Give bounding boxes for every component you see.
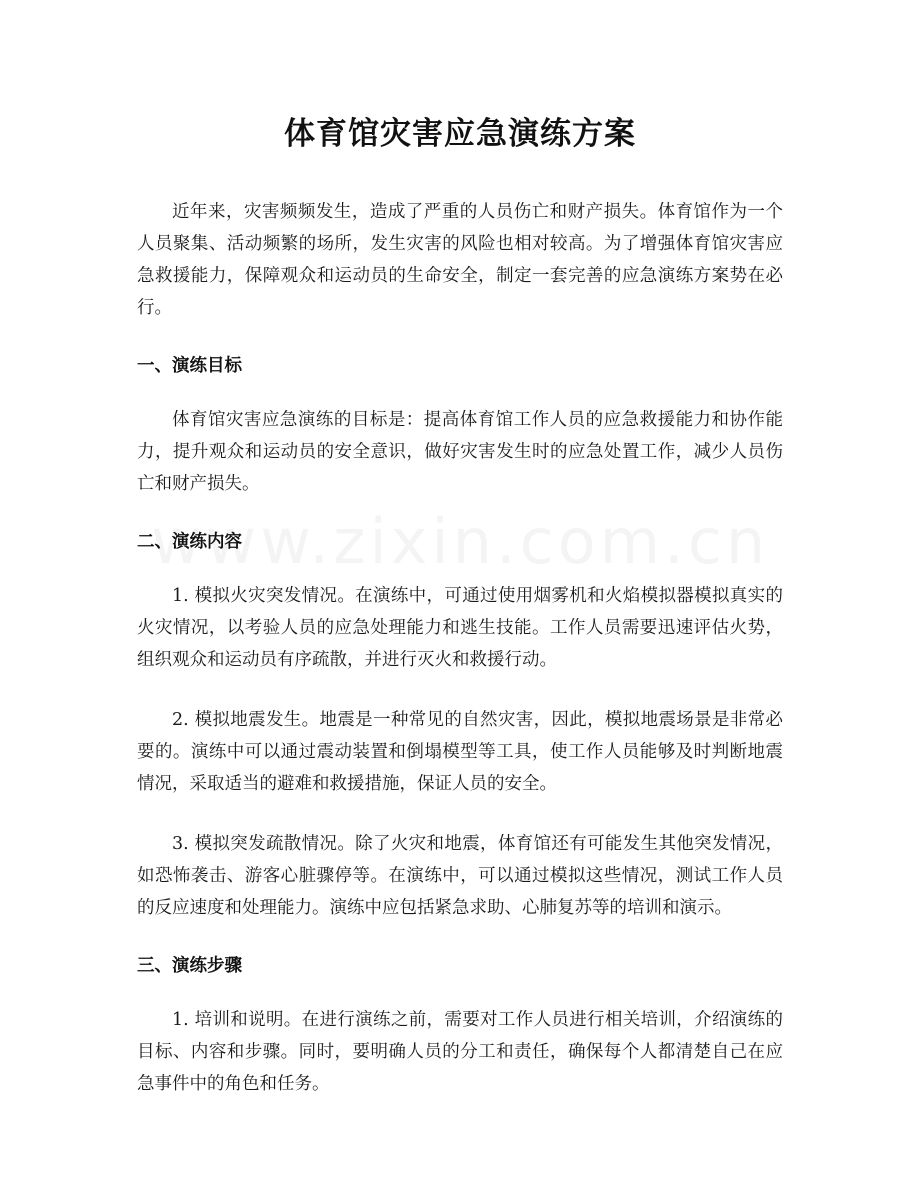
- content-item-fire: 1. 模拟火灾突发情况。在演练中，可通过使用烟雾机和火焰模拟器模拟真实的火灾情况，以考验人员的应急处理能力和逃生技能。工作人员需要迅速评估火势，组织观众和运动员有序疏散，并进行灭火和救援行动。: [137, 586, 783, 670]
- section-heading-steps: 三、演练步骤: [137, 956, 242, 976]
- section-heading-goals: 一、演练目标: [137, 356, 242, 376]
- document-title: 体育馆灾害应急演练方案: [284, 116, 636, 152]
- content-item-earthquake: 2. 模拟地震发生。地震是一种常见的自然灾害，因此，模拟地震场景是非常必要的。演练中可以通过震动装置和倒塌模型等工具，使工作人员能够及时判断地震情况，采取适当的避难和救援措施，保证人员的安全。: [137, 710, 783, 794]
- goals-paragraph: 体育馆灾害应急演练的目标是：提高体育馆工作人员的应急救援能力和协作能力，提升观众和运动员的安全意识，做好灾害发生时的应急处置工作，减少人员伤亡和财产损失。: [137, 410, 783, 494]
- section-heading-content: 二、演练内容: [137, 532, 242, 552]
- steps-item-training: 1. 培训和说明。在进行演练之前，需要对工作人员进行相关培训，介绍演练的目标、内容和步骤。同时，要明确人员的分工和责任，确保每个人都清楚自己在应急事件中的角色和任务。: [137, 1010, 783, 1094]
- content-item-evacuation: 3. 模拟突发疏散情况。除了火灾和地震，体育馆还有可能发生其他突发情况，如恐怖袭击、游客心脏骤停等。在演练中，可以通过模拟这些情况，测试工作人员的反应速度和处理能力。演练中应包括紧急求助、心肺复苏等的培训和演示。: [137, 834, 783, 918]
- intro-paragraph: 近年来，灾害频频发生，造成了严重的人员伤亡和财产损失。体育馆作为一个人员聚集、活动频繁的场所，发生灾害的风险也相对较高。为了增强体育馆灾害应急救援能力，保障观众和运动员的生命安全，制定一套完善的应急演练方案势在必行。: [137, 202, 783, 318]
